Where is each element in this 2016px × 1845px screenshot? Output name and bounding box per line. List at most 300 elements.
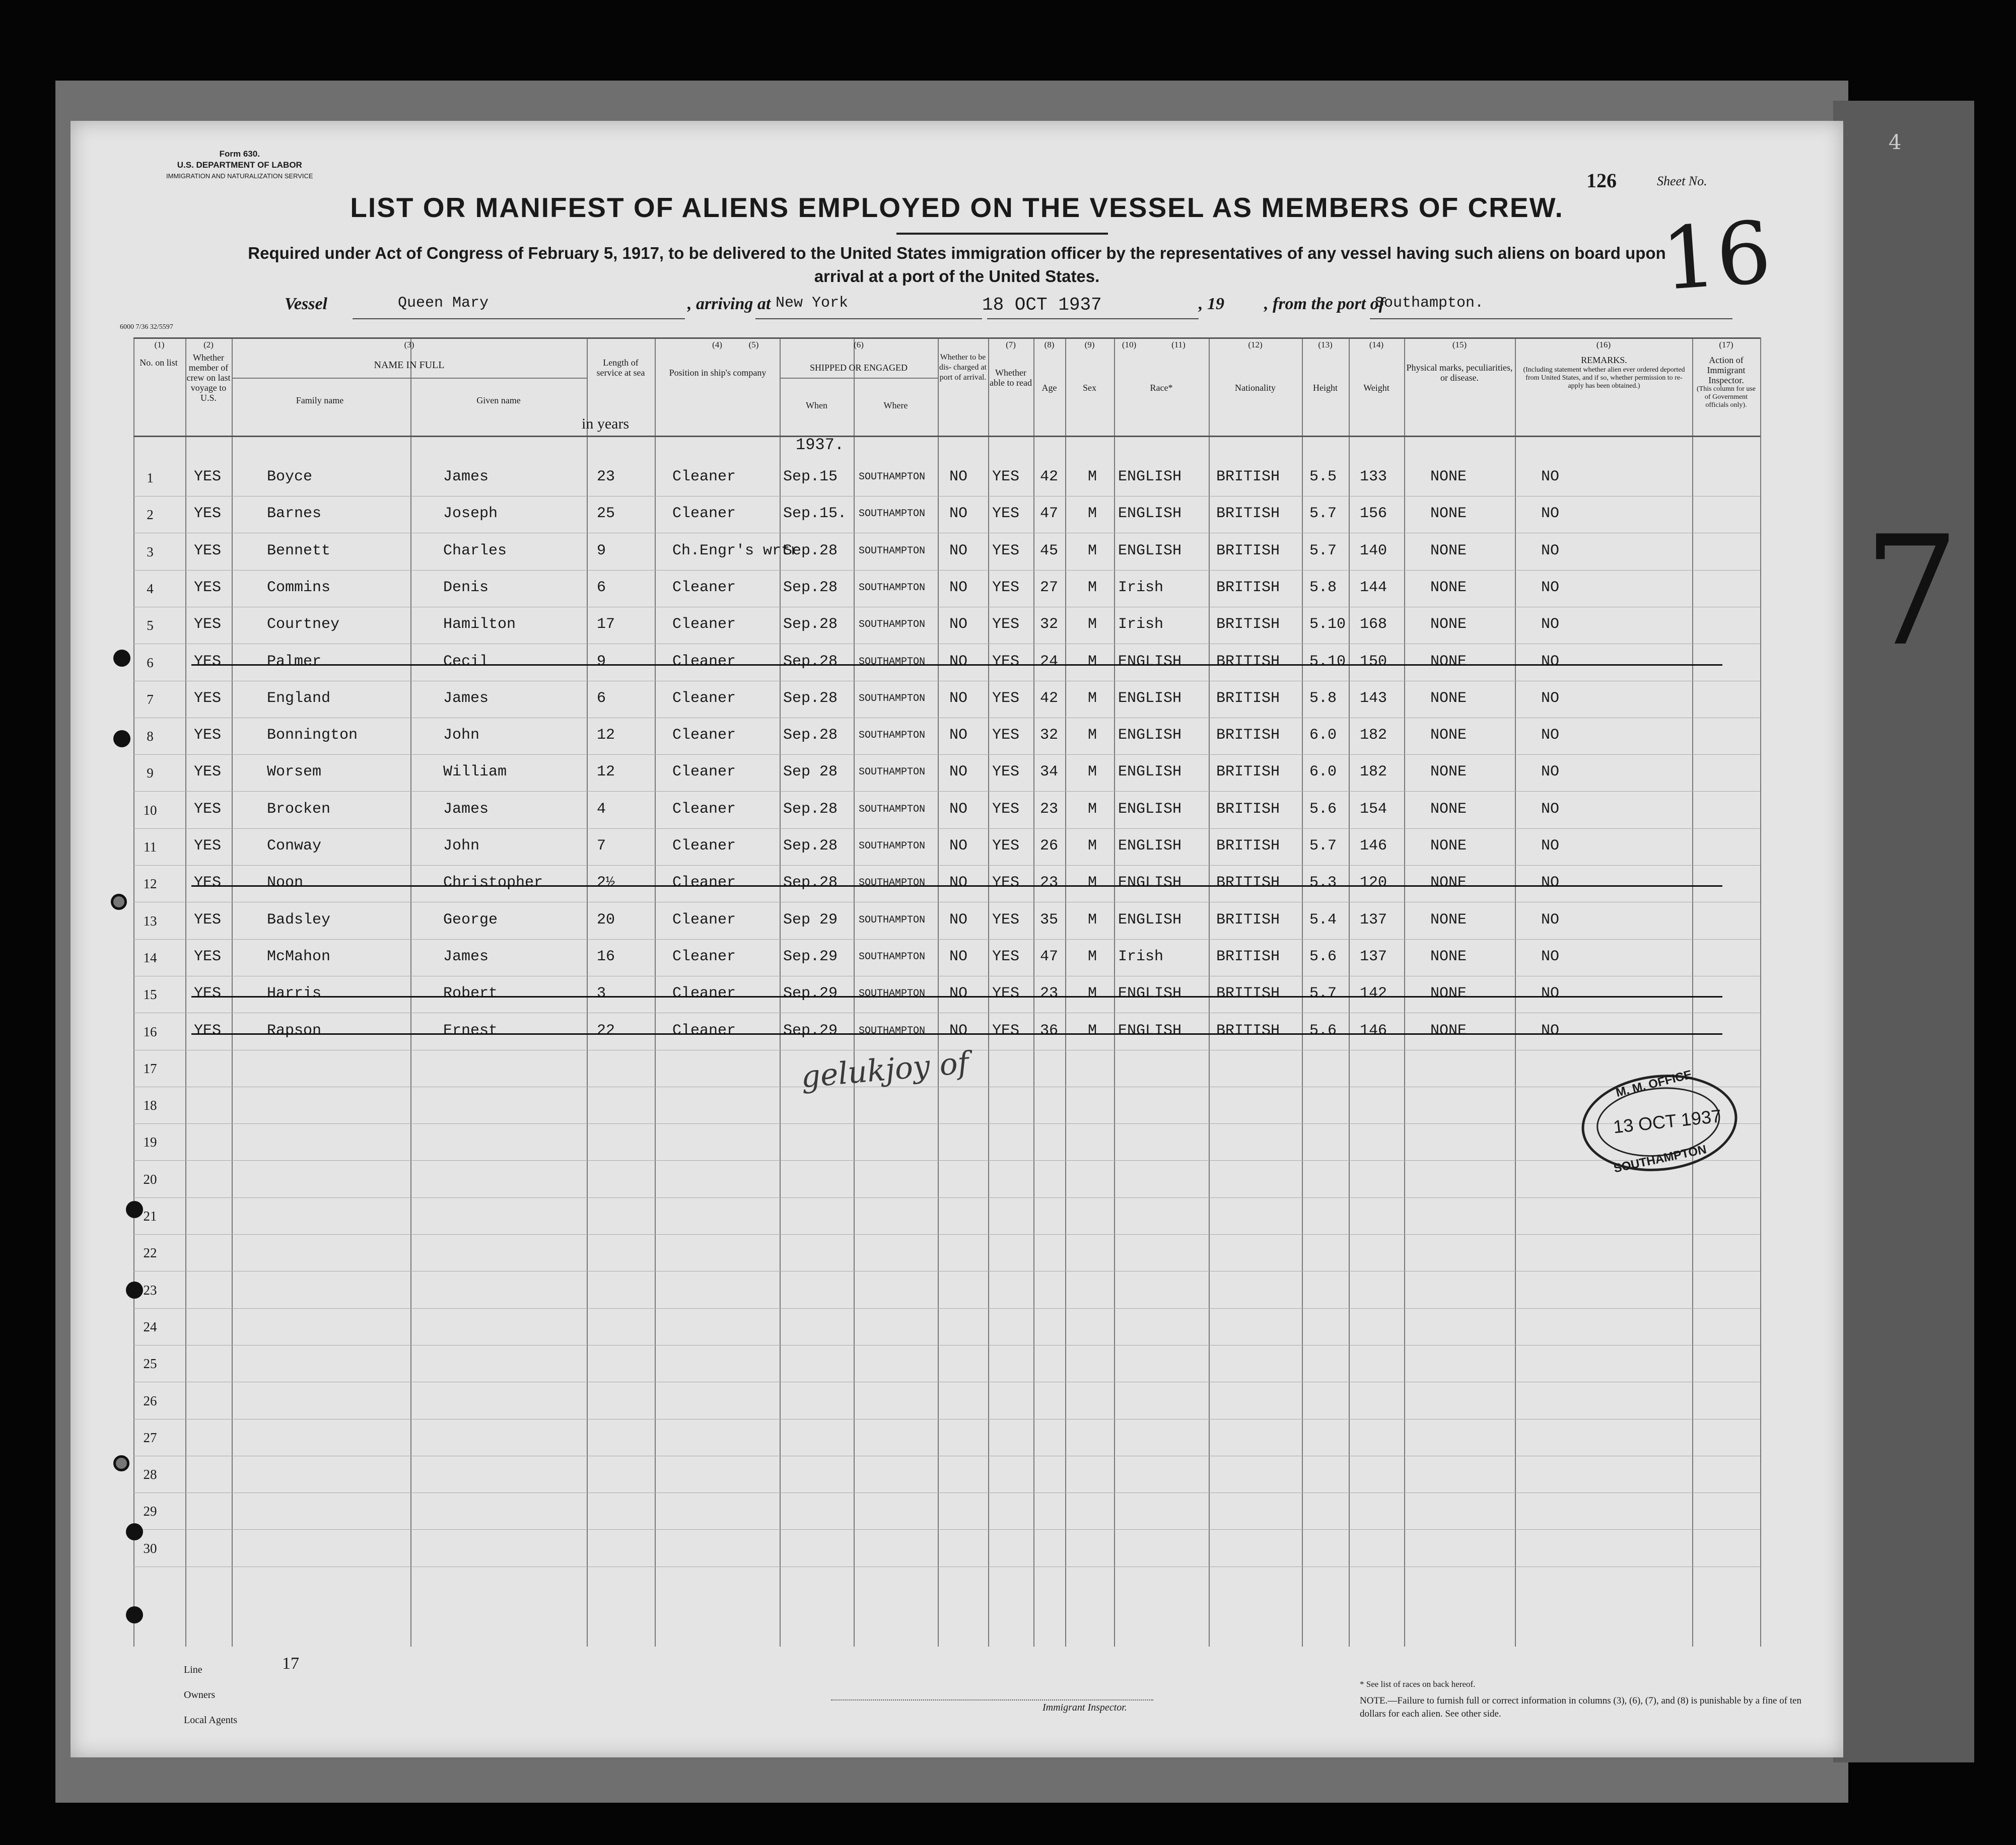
marks-cell: NONE [1430,653,1467,670]
column-rule [1404,337,1405,1647]
shipped-where-cell: SOUTHAMPTON [859,656,926,668]
position-cell: Cleaner [672,653,736,670]
read-cell: YES [992,800,1020,818]
header-top-rule [133,337,1760,339]
nationality-cell: BRITISH [1216,542,1280,559]
shipped-when-cell: Sep.28 [783,579,838,596]
height-cell: 5.8 [1309,579,1337,596]
discharged-cell: NO [949,689,968,707]
given-name-cell: James [443,800,489,818]
remarks-cell: NO [1541,911,1560,929]
footer-inspector-label: Immigrant Inspector. [1042,1702,1127,1713]
row-rule [133,791,1760,792]
row-number: 11 [144,839,157,855]
nationality-cell: BRITISH [1216,948,1280,965]
given-name-cell: Ernest [443,1022,498,1039]
crew-cell: YES [194,1022,222,1039]
service-cell: 25 [597,505,615,523]
given-name-cell: John [443,727,480,744]
given-name-cell: George [443,911,498,929]
crew-cell: YES [194,616,222,633]
row-number: 3 [147,544,154,559]
col-head-read: Whether able to read [990,368,1032,388]
crew-cell: YES [194,985,222,1003]
stamp-date: 13 OCT 1937 [1612,1105,1722,1138]
race-cell: ENGLISH [1118,689,1182,707]
corner-mark: 4 [1889,131,1902,154]
col-head-family: Family name [296,395,344,405]
service-cell: 4 [597,800,606,818]
footer-agents-label: Local Agents [184,1715,238,1726]
remarks-cell: NO [1541,653,1560,670]
service-cell: 2½ [597,874,615,892]
crew-cell: YES [194,542,222,559]
shipped-when-cell: Sep 29 [783,911,838,929]
column-rule [1033,337,1034,1647]
row-rule [133,1197,1760,1198]
col-number: (2) [203,340,214,349]
from-port: Southampton. [1375,295,1484,312]
given-name-cell: John [443,837,480,855]
row-number: 27 [143,1430,157,1445]
sex-cell: M [1088,616,1097,633]
crew-cell: YES [194,505,222,523]
column-rule [1349,337,1350,1647]
shipped-when-cell: Sep.29 [783,948,838,965]
col-head-sex: Sex [1083,383,1096,393]
sheet-number: 126 [1586,169,1617,192]
row-number: 6 [147,655,154,670]
nationality-cell: BRITISH [1216,727,1280,744]
footer-line-label: Line [184,1664,202,1675]
nationality-cell: BRITISH [1216,1022,1280,1039]
family-name-cell: Palmer [267,653,322,670]
col-number: (14) [1369,340,1384,349]
remarks-cell: NO [1541,874,1560,892]
strike-through-line [191,996,1722,998]
shipped-where-cell: SOUTHAMPTON [859,582,926,594]
race-cell: ENGLISH [1118,874,1182,892]
family-name-cell: Bennett [267,542,331,559]
read-cell: YES [992,468,1020,485]
age-cell: 23 [1040,874,1059,892]
crew-cell: YES [194,874,222,892]
shipped-when-cell: Sep.28 [783,727,838,744]
col-head-given: Given name [476,395,521,405]
weight-cell: 137 [1360,911,1387,929]
shipped-when-cell: Sep.15. [783,505,847,523]
col-number: (1) [154,340,165,349]
marks-cell: NONE [1430,689,1467,707]
remarks-cell: NO [1541,689,1560,707]
race-cell: ENGLISH [1118,763,1182,781]
nationality-cell: BRITISH [1216,579,1280,596]
row-number: 30 [143,1540,157,1556]
year-label: , 19 [1199,295,1224,313]
height-cell: 5.10 [1309,653,1346,670]
nationality-cell: BRITISH [1216,689,1280,707]
discharged-cell: NO [949,542,968,559]
column-rule [1515,337,1516,1647]
col-head-name: NAME IN FULL [374,360,445,371]
service-cell: 20 [597,911,615,929]
nationality-cell: BRITISH [1216,837,1280,855]
family-name-cell: Badsley [267,911,331,929]
department-name: U.S. DEPARTMENT OF LABOR [177,160,302,170]
punch-hole [113,730,130,747]
discharged-cell: NO [949,505,968,523]
position-cell: Cleaner [672,468,736,485]
row-number: 14 [143,950,157,965]
remarks-cell: NO [1541,985,1560,1003]
row-number: 25 [143,1356,157,1372]
remarks-cell: NO [1541,505,1560,523]
shipped-where-cell: SOUTHAMPTON [859,471,926,483]
vessel-label: Vessel [285,295,327,313]
shipped-when-cell: Sep.28 [783,616,838,633]
column-rule [232,337,233,1647]
crew-cell: YES [194,911,222,929]
vessel-underline [353,318,685,319]
shipped-when-cell: Sep.28 [783,874,838,892]
height-cell: 5.8 [1309,689,1337,707]
form-number: Form 630. [219,149,260,159]
weight-cell: 142 [1360,985,1387,1003]
date-stamp: 18 OCT 1937 [982,295,1102,315]
strike-through-line [191,1033,1722,1035]
column-rule [1302,337,1303,1647]
punch-hole [126,1282,143,1299]
col-number: (8) [1044,340,1055,349]
row-number: 9 [147,765,154,781]
strike-through-line [191,885,1722,887]
punch-hole [113,650,130,667]
inspector-signature: gelukjoy of [799,1045,970,1095]
read-cell: YES [992,727,1020,744]
col-number: (6) [854,340,864,349]
row-rule [133,754,1760,755]
height-cell: 5.7 [1309,542,1337,559]
age-cell: 45 [1040,542,1059,559]
column-rule [655,337,656,1647]
row-number: 29 [143,1504,157,1519]
marks-cell: NONE [1430,505,1467,523]
remarks-cell: NO [1541,468,1560,485]
page-subtitle: Required under Act of Congress of February 5, 1917, to be delivered to the United States immigration officer by the representatives of any vessel having such aliens on board upon arrival at a port of the United States. [248,244,1666,286]
row-rule [133,1529,1760,1530]
read-cell: YES [992,837,1020,855]
weight-cell: 120 [1360,874,1387,892]
shipped-when-cell: Sep 28 [783,763,838,781]
page-title: LIST OR MANIFEST OF ALIENS EMPLOYED ON THE VESSEL AS MEMBERS OF CREW. [350,192,1564,223]
given-name-cell: Cecil [443,653,489,670]
stamp-top: M. M. OFFICE [1614,1068,1694,1100]
row-number: 15 [143,987,157,1003]
col-head-weight: Weight [1363,383,1389,393]
shipped-where-cell: SOUTHAMPTON [859,730,926,742]
sex-cell: M [1088,837,1097,855]
marks-cell: NONE [1430,727,1467,744]
background-edge [1833,101,1974,1762]
col-head-no: No. on list [140,358,178,368]
read-cell: YES [992,911,1020,929]
shipped-when-cell: Sep.29 [783,985,838,1003]
race-cell: ENGLISH [1118,505,1182,523]
col-head-shipped: SHIPPED OR ENGAGED [809,363,908,373]
position-cell: Cleaner [672,616,736,633]
family-name-cell: Courtney [267,616,340,633]
age-cell: 32 [1040,727,1059,744]
sex-cell: M [1088,653,1097,670]
column-rule [1760,337,1761,1647]
shipped-when-cell: Sep.15 [783,468,838,485]
row-rule [133,1123,1760,1124]
col-head-height: Height [1313,383,1338,393]
sex-cell: M [1088,727,1097,744]
col-head-action-note: (This column for use of Government officials only). [1696,385,1756,409]
read-cell: YES [992,1022,1020,1039]
race-cell: ENGLISH [1118,542,1182,559]
read-cell: YES [992,874,1020,892]
family-name-cell: Commins [267,579,331,596]
family-name-cell: England [267,689,331,707]
remarks-cell: NO [1541,1022,1560,1039]
discharged-cell: NO [949,727,968,744]
family-name-cell: Boyce [267,468,313,485]
punch-hole [111,894,127,910]
weight-cell: 143 [1360,689,1387,707]
height-cell: 5.10 [1309,616,1346,633]
punch-hole [126,1523,143,1540]
family-name-cell: McMahon [267,948,331,965]
column-rule [780,337,781,1647]
col-head-remarks: REMARKS. [1581,355,1627,365]
age-cell: 24 [1040,653,1059,670]
crew-cell: YES [194,763,222,781]
remarks-cell: NO [1541,616,1560,633]
crew-cell: YES [194,800,222,818]
family-name-cell: Bonnington [267,727,358,744]
arriving-label: , arriving at [687,295,771,313]
position-cell: Ch.Engr's wrtr [672,542,800,559]
service-cell: 16 [597,948,615,965]
arriving-port: New York [776,295,849,312]
row-number: 17 [143,1060,157,1076]
discharged-cell: NO [949,763,968,781]
given-name-cell: James [443,468,489,485]
nationality-cell: BRITISH [1216,874,1280,892]
discharged-cell: NO [949,985,968,1003]
column-rule [587,337,588,1647]
service-cell: 6 [597,689,606,707]
col-number: (12) [1248,340,1263,349]
family-name-cell: Barnes [267,505,322,523]
position-cell: Cleaner [672,763,736,781]
height-cell: 5.7 [1309,985,1337,1003]
position-cell: Cleaner [672,911,736,929]
given-name-cell: James [443,948,489,965]
shipped-where-cell: SOUTHAMPTON [859,877,926,889]
discharged-cell: NO [949,616,968,633]
row-number: 5 [147,618,154,633]
inspector-signature-line [831,1699,1153,1700]
sex-cell: M [1088,911,1097,929]
age-cell: 42 [1040,689,1059,707]
row-number: 12 [143,876,157,892]
col-number: (17) [1719,340,1733,349]
weight-cell: 144 [1360,579,1387,596]
print-code: 6000 7/36 32/5597 [120,323,173,331]
shipped-where-cell: SOUTHAMPTON [859,803,926,815]
read-cell: YES [992,948,1020,965]
footer-line-value: 17 [282,1654,299,1673]
column-rule [1692,337,1693,1647]
col-number: (16) [1596,340,1611,349]
age-cell: 36 [1040,1022,1059,1039]
stamp-bottom: SOUTHAMPTON [1612,1143,1708,1176]
marks-cell: NONE [1430,579,1467,596]
col-head-age: Age [1041,383,1057,393]
sheet-label: Sheet No. [1657,174,1707,188]
discharged-cell: NO [949,653,968,670]
shipped-when-cell: Sep.28 [783,653,838,670]
crew-cell: YES [194,468,222,485]
position-cell: Cleaner [672,800,736,818]
age-cell: 42 [1040,468,1059,485]
row-rule [133,828,1760,829]
row-rule [133,570,1760,571]
row-number: 1 [147,470,154,485]
shipped-where-cell: SOUTHAMPTON [859,914,926,926]
remarks-cell: NO [1541,837,1560,855]
family-name-cell: Worsem [267,763,322,781]
punch-hole [126,1201,143,1218]
arriving-underline [755,318,982,319]
col-head-when: When [806,400,827,410]
shipped-where-cell: SOUTHAMPTON [859,545,926,557]
shipped-split-rule [780,378,938,379]
column-rule [1114,337,1115,1647]
from-label: , from the port of [1264,295,1384,313]
race-cell: ENGLISH [1118,837,1182,855]
marks-cell: NONE [1430,763,1467,781]
marks-cell: NONE [1430,616,1467,633]
col-head-nationality: Nationality [1235,383,1276,393]
remarks-cell: NO [1541,727,1560,744]
service-cell: 22 [597,1022,615,1039]
marks-cell: NONE [1430,837,1467,855]
service-cell: 23 [597,468,615,485]
col-head-where: Where [883,400,908,410]
shipped-where-cell: SOUTHAMPTON [859,988,926,1000]
header-bottom-rule [133,436,1760,437]
marks-cell: NONE [1430,468,1467,485]
marks-cell: NONE [1430,874,1467,892]
shipped-where-cell: SOUTHAMPTON [859,692,926,704]
service-cell: 9 [597,542,606,559]
col-number: (5) [748,340,759,349]
date-underline [987,318,1199,319]
age-cell: 32 [1040,616,1059,633]
read-cell: YES [992,653,1020,670]
shipped-when-cell: Sep.28 [783,837,838,855]
col-head-discharged: Whether to be dis- charged at port of arrival. [939,353,987,382]
punch-hole [113,1455,129,1471]
race-cell: ENGLISH [1118,800,1182,818]
column-rule [410,337,411,1647]
marks-cell: NONE [1430,948,1467,965]
col-head-position: Position in ship's company [669,368,767,378]
nationality-cell: BRITISH [1216,505,1280,523]
weight-cell: 182 [1360,763,1387,781]
sex-cell: M [1088,579,1097,596]
family-name-cell: Harris [267,985,322,1003]
family-name-cell: Brocken [267,800,331,818]
col-number: (13) [1318,340,1333,349]
height-cell: 5.6 [1309,1022,1337,1039]
discharged-cell: NO [949,874,968,892]
sex-cell: M [1088,505,1097,523]
row-number: 24 [143,1319,157,1334]
position-cell: Cleaner [672,874,736,892]
weight-cell: 182 [1360,727,1387,744]
read-cell: YES [992,616,1020,633]
family-name-cell: Conway [267,837,322,855]
height-cell: 6.0 [1309,763,1337,781]
footer-note: NOTE.—Failure to furnish full or correct information in columns (3), (6), (7), and (8) is punishable by a fine of ten dollars for each alien. See other side. [1360,1695,1801,1719]
column-rule [988,337,989,1647]
given-name-cell: Robert [443,985,498,1003]
read-cell: YES [992,689,1020,707]
vessel-name: Queen Mary [398,295,489,312]
age-cell: 35 [1040,911,1059,929]
weight-cell: 168 [1360,616,1387,633]
given-name-cell: Denis [443,579,489,596]
shipped-where-cell: SOUTHAMPTON [859,1025,926,1037]
column-rule [185,337,186,1647]
age-cell: 47 [1040,505,1059,523]
marks-cell: NONE [1430,911,1467,929]
remarks-cell: NO [1541,579,1560,596]
nationality-cell: BRITISH [1216,616,1280,633]
row-number: 7 [147,691,154,707]
marks-cell: NONE [1430,800,1467,818]
col-head-action: Action of Immigrant Inspector. [1707,355,1746,385]
marks-cell: NONE [1430,1022,1467,1039]
age-cell: 23 [1040,800,1059,818]
remarks-cell: NO [1541,800,1560,818]
discharged-cell: NO [949,837,968,855]
row-number: 8 [147,729,154,744]
age-cell: 47 [1040,948,1059,965]
row-number: 22 [143,1245,157,1261]
nationality-cell: BRITISH [1216,985,1280,1003]
weight-cell: 137 [1360,948,1387,965]
col-head-remarks-note: (Including statement whether alien ever ordered deported from United States, and if so, whether permission to re-apply has been obtained.) [1523,366,1685,390]
race-cell: ENGLISH [1118,1022,1182,1039]
sex-cell: M [1088,800,1097,818]
row-number: 4 [147,581,154,596]
given-name-cell: William [443,763,507,781]
row-number: 19 [143,1134,157,1150]
discharged-cell: NO [949,948,968,965]
col-head-race: Race* [1150,383,1173,393]
nationality-cell: BRITISH [1216,468,1280,485]
position-cell: Cleaner [672,985,736,1003]
race-cell: ENGLISH [1118,985,1182,1003]
side-mark: 7 [1863,504,1960,679]
shipped-where-cell: SOUTHAMPTON [859,766,926,778]
